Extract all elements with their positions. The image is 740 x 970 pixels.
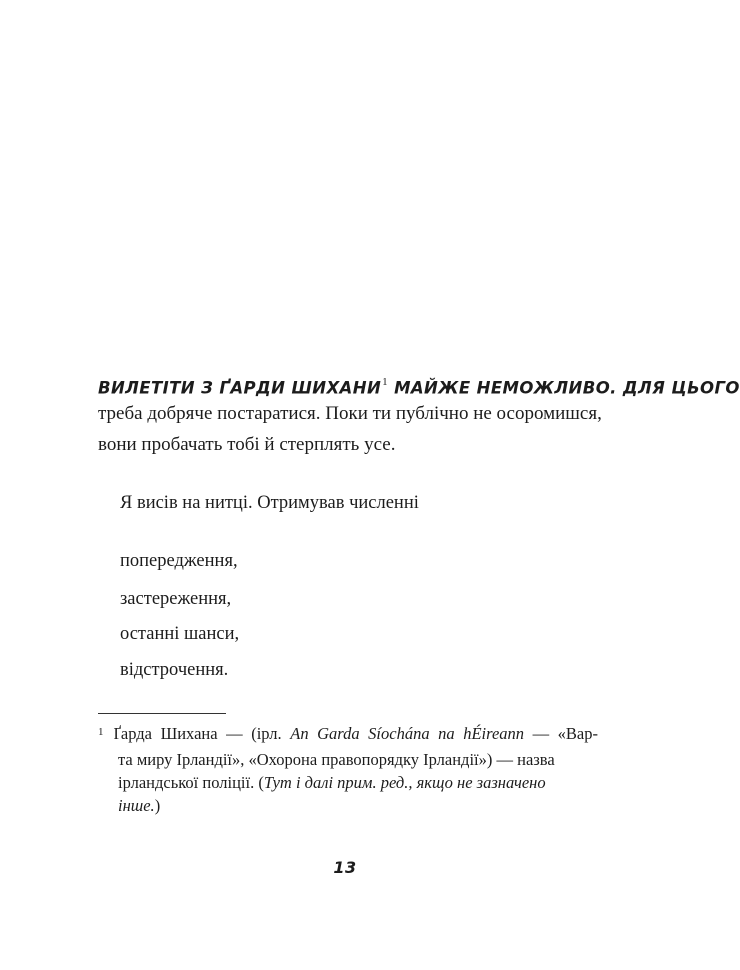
footnote-divider (98, 713, 226, 714)
verse-item: застереження, (120, 589, 232, 609)
footnote-text: ) (154, 796, 161, 815)
footnote-number: 1 (98, 726, 104, 738)
footnote (98, 722, 598, 817)
lead-caps-part2: МАЙЖЕ НЕМОЖЛИВО. ДЛЯ ЦЬОГО (394, 378, 740, 398)
body-line-2: вони пробачать тобі й стерплять усе. (98, 434, 396, 455)
footnote-reference: 1 (382, 376, 389, 388)
footnote-text: ірландської поліції. ( (118, 773, 264, 792)
page-number: 13 (333, 858, 357, 877)
verse-item: відстрочення. (120, 660, 229, 680)
lead-caps-part1: ВИЛЕТІТИ З ҐАРДИ ШИХАНИ (98, 378, 382, 398)
footnote-line-2: та миру Ірландії», «Охорона правопорядку Ірландії») — назва (118, 750, 555, 769)
chapter-lead-line (98, 372, 740, 401)
footnote-editor-note: Тут і далі прим. ред., якщо не зазначено (263, 773, 546, 792)
footnote-editor-note: інше. (118, 796, 155, 815)
verse-item: останні шанси, (120, 624, 240, 644)
verse-item: попередження, (120, 551, 238, 571)
footnote-text: Ґарда Шихана — (ірл. (113, 724, 291, 743)
footnote-irish-name: An Garda Síochána na hÉireann (290, 724, 525, 743)
footnote-text: — «Вар- (524, 724, 598, 743)
verse-first-line: Я висів на нитці. Отримував численні (120, 493, 419, 513)
footnote-line-1 (98, 722, 598, 748)
body-line-1: треба добряче постаратися. Поки ти публічно не осоромишся, (98, 403, 602, 424)
footnote-line-4 (98, 794, 598, 817)
footnote-line-3 (98, 771, 598, 794)
